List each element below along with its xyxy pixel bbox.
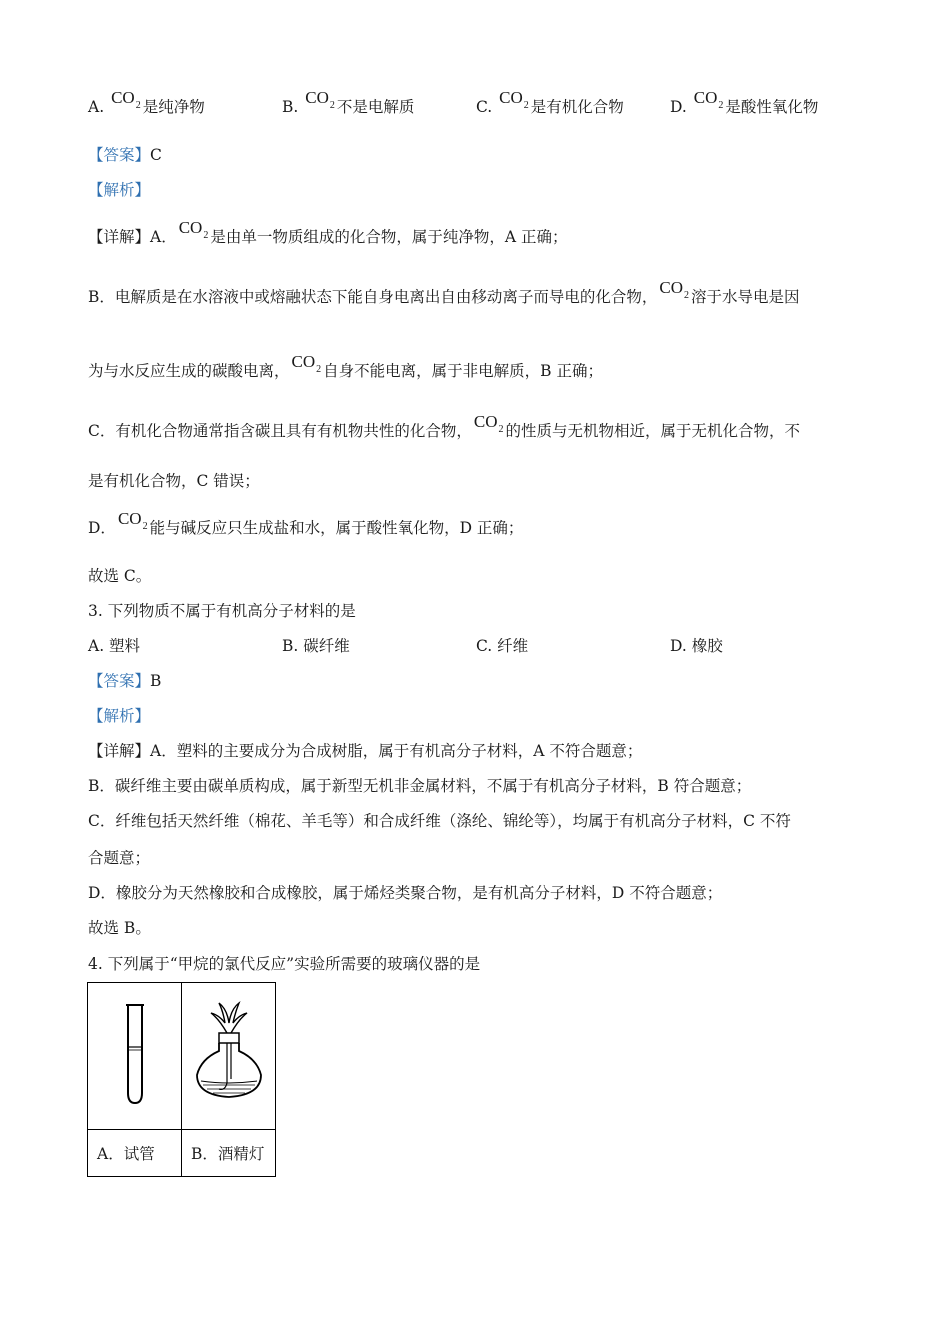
formula-subscript: 2: [203, 230, 209, 241]
option-letter: B.: [282, 98, 299, 116]
q3-detail-c1: C．纤维包括天然纤维（棉花、羊毛等）和合成纤维（涤纶、锦纶等），均属于有机高分子材料，C 不符: [88, 812, 791, 830]
q2-detail-c2: 是有机化合物，C 错误；: [88, 472, 260, 490]
line-text: A．: [150, 228, 177, 246]
q2-detail-d: [88, 509, 524, 538]
formula-subscript: 2: [135, 100, 141, 111]
formula-subscript: 2: [684, 290, 690, 301]
q3-detail-c2: 合题意；: [88, 849, 151, 867]
formula-text: CO: [473, 412, 498, 431]
co2-formula: [117, 509, 148, 532]
q4-apparatus-table: [87, 982, 276, 1177]
cell-label-b: B．酒精灯: [182, 1130, 276, 1177]
cell-label-a: A．试管: [88, 1130, 182, 1177]
option-text: 是酸性氧化物: [725, 98, 819, 116]
q2-analysis-tag: 【解析】: [88, 181, 151, 199]
option-letter: C.: [476, 98, 493, 116]
formula-text: CO: [659, 278, 684, 297]
co2-formula: [178, 218, 209, 241]
line-text: 溶于水导电是因: [691, 288, 800, 306]
q4-question: 4. 下列属于“甲烷的氯代反应”实验所需要的玻璃仪器的是: [88, 955, 481, 973]
answer-tag: 【答案】: [88, 146, 151, 164]
option-letter: A.: [88, 98, 105, 116]
q2-detail-a: [88, 218, 568, 247]
co2-formula: [473, 412, 504, 435]
q2-option-b: [282, 88, 415, 117]
q2-conclusion: 故选 C。: [88, 567, 152, 585]
formula-text: CO: [178, 218, 203, 237]
formula-subscript: 2: [718, 100, 724, 111]
formula-text: CO: [693, 88, 718, 107]
co2-formula: [499, 88, 529, 111]
q2-detail-b2: [88, 352, 603, 381]
formula-text: CO: [291, 352, 316, 371]
q3-option-c: C. 纤维: [476, 637, 529, 655]
co2-formula: [291, 352, 322, 375]
q2-option-c: [476, 88, 624, 117]
line-text: 自身不能电离，属于非电解质，B 正确；: [323, 362, 603, 380]
line-text: 能与碱反应只生成盐和水，属于酸性氧化物，D 正确；: [149, 519, 524, 537]
formula-subscript: 2: [498, 424, 504, 435]
option-letter: D.: [670, 98, 687, 116]
q2-answer: [88, 143, 162, 165]
cell-image-b: [182, 983, 276, 1130]
alcohol-lamp-icon: [189, 999, 269, 1109]
q3-option-a: A. 塑料: [88, 637, 141, 655]
line-text: D．: [88, 519, 116, 537]
q3-conclusion: 故选 B。: [88, 919, 151, 937]
q2-detail-c1: [88, 412, 801, 441]
line-text: 为与水反应生成的碳酸电离，: [88, 362, 290, 380]
answer-value: C: [150, 146, 162, 164]
formula-subscript: 2: [329, 100, 335, 111]
q3-detail-a: [88, 739, 642, 761]
answer-tag: 【答案】: [88, 672, 151, 690]
option-text: 是有机化合物: [530, 98, 624, 116]
formula-text: CO: [305, 88, 329, 107]
q3-question: 3. 下列物质不属于有机高分子材料的是: [88, 602, 356, 620]
co2-formula: [305, 88, 335, 111]
line-text: B．电解质是在水溶液中或熔融状态下能自身电离出自由移动离子而导电的化合物，: [88, 288, 658, 306]
q3-detail-b: B．碳纤维主要由碳单质构成，属于新型无机非金属材料，不属于有机高分子材料，B 符合题意；: [88, 777, 752, 795]
line-text: 是由单一物质组成的化合物，属于纯净物，A 正确；: [210, 228, 568, 246]
formula-subscript: 2: [523, 100, 529, 111]
formula-text: CO: [117, 509, 142, 528]
cell-image-a: [88, 983, 182, 1130]
line-text: C．有机化合物通常指含碳且具有有机物共性的化合物，: [88, 422, 472, 440]
co2-formula: [111, 88, 141, 111]
test-tube-icon: [115, 999, 155, 1109]
line-text: A．塑料的主要成分为合成树脂，属于有机高分子材料，A 不符合题意；: [150, 742, 643, 760]
q3-analysis-tag: 【解析】: [88, 707, 151, 725]
detail-tag: 【详解】: [88, 742, 151, 760]
option-text: 不是电解质: [336, 98, 415, 116]
formula-text: CO: [111, 88, 135, 107]
co2-formula: [659, 278, 690, 301]
q2-option-a: [88, 88, 205, 117]
q2-option-d: [670, 88, 819, 117]
q2-detail-b1: [88, 278, 800, 307]
formula-subscript: 2: [316, 364, 322, 375]
option-text: 是纯净物: [142, 98, 205, 116]
q3-option-b: B. 碳纤维: [282, 637, 350, 655]
detail-tag: 【详解】: [88, 228, 151, 246]
q3-answer: [88, 669, 161, 691]
q3-option-d: D. 橡胶: [670, 637, 723, 655]
formula-subscript: 2: [142, 521, 148, 532]
q3-detail-d: D．橡胶分为天然橡胶和合成橡胶，属于烯烃类聚合物，是有机高分子材料，D 不符合题意；: [88, 884, 723, 902]
line-text: 的性质与无机物相近，属于无机化合物，不: [505, 422, 801, 440]
formula-text: CO: [499, 88, 523, 107]
answer-value: B: [150, 672, 162, 690]
co2-formula: [693, 88, 724, 111]
